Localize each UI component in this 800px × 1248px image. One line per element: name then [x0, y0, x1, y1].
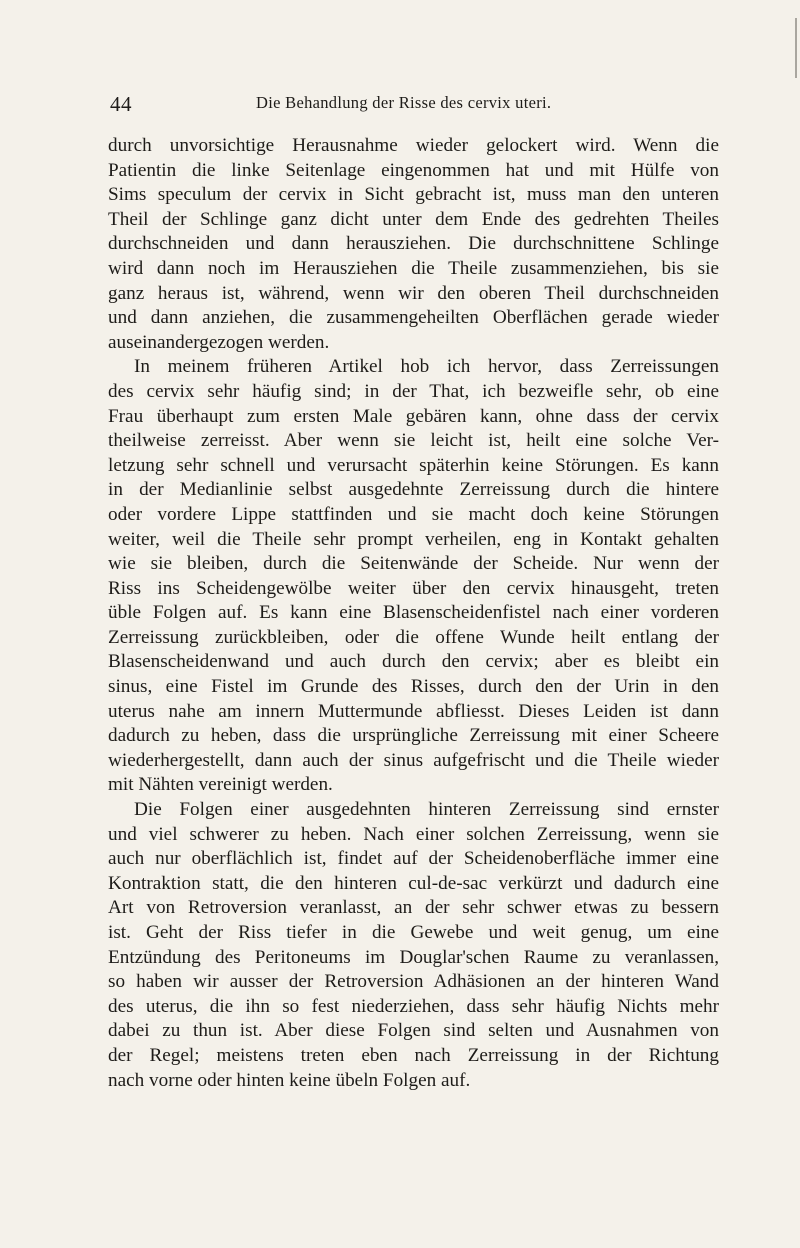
text-line: wie sie bleiben, durch die Seitenwände der Scheide. Nur wenn der: [108, 553, 719, 575]
running-head: Die Behandlung der Risse des cervix uteri.: [256, 93, 552, 112]
text-line: sinus, eine Fistel im Grunde des Risses, durch den der Urin in den: [108, 676, 719, 698]
text-line: so haben wir ausser der Retroversion Adhäsionen an der hinteren Wand: [108, 971, 719, 993]
text-line: mit Nähten vereinigt werden.: [108, 774, 333, 796]
text-line: in der Medianlinie selbst ausgedehnte Zerreissung durch die hintere: [108, 479, 719, 501]
text-line: Art von Retroversion veranlasst, an der sehr schwer etwas zu bessern: [108, 897, 719, 919]
text-line: auch nur oberflächlich ist, findet auf der Scheidenoberfläche immer eine: [108, 848, 719, 870]
text-line: Zerreissung zurückbleiben, oder die offene Wunde heilt entlang der: [108, 626, 719, 648]
text-line: des uterus, die ihn so fest niederziehen, dass sehr häufig Nichts mehr: [108, 995, 719, 1017]
paragraph: [108, 134, 719, 355]
text-line: dadurch zu heben, dass die ursprüngliche Zerreissung mit einer Scheere: [108, 725, 719, 747]
text-line: Riss ins Scheidengewölbe weiter über den cervix hinausgeht, treten: [108, 577, 719, 599]
text-line: In meinem früheren Artikel hob ich hervor, dass Zerreissungen: [134, 356, 719, 378]
text-line: und viel schwerer zu heben. Nach einer solchen Zerreissung, wenn sie: [108, 823, 719, 845]
text-line: wiederhergestellt, dann auch der sinus aufgefrischt und die Theile wieder: [108, 749, 719, 771]
text-line: des cervix sehr häufig sind; in der That, ich bezweifle sehr, ob eine: [108, 380, 719, 402]
text-line: ganz heraus ist, während, wenn wir den oberen Theil durchschneiden: [108, 282, 719, 304]
page-header: [108, 92, 714, 118]
paragraph: [108, 355, 719, 798]
body-text: [108, 134, 719, 1093]
page-edge-mark: [795, 18, 797, 78]
text-line: weiter, weil die Theile sehr prompt verheilen, eng in Kontakt gehalten: [108, 528, 719, 550]
text-line: Theil der Schlinge ganz dicht unter dem Ende des gedrehten Theiles: [108, 208, 719, 230]
text-line: Entzündung des Peritoneums im Douglar'schen Raume zu veranlassen,: [108, 946, 719, 968]
text-line: durch unvorsichtige Herausnahme wieder gelockert wird. Wenn die: [108, 135, 719, 156]
text-line: nach vorne oder hinten keine übeln Folgen auf.: [108, 1069, 471, 1091]
text-line: Frau überhaupt zum ersten Male gebären kann, ohne dass der cervix: [108, 405, 719, 427]
text-line: üble Folgen auf. Es kann eine Blasenscheidenfistel nach einer vorderen: [108, 602, 719, 624]
paragraph: [108, 798, 719, 1093]
text-line: Die Folgen einer ausgedehnten hinteren Zerreissung sind ernster: [134, 799, 719, 821]
text-line: wird dann noch im Herausziehen die Theile zusammenziehen, bis sie: [108, 257, 719, 279]
text-line: Blasenscheidenwand und auch durch den cervix; aber es bleibt ein: [108, 651, 719, 673]
text-line: Sims speculum der cervix in Sicht gebracht ist, muss man den unteren: [108, 184, 719, 206]
text-line: dabei zu thun ist. Aber diese Folgen sind selten und Ausnahmen von: [108, 1020, 719, 1042]
text-line: Kontraktion statt, die den hinteren cul-de-sac verkürzt und dadurch eine: [108, 872, 719, 894]
text-line: theilweise zerreisst. Aber wenn sie leicht ist, heilt eine solche Ver-: [108, 430, 719, 452]
text-line: und dann anziehen, die zusammengeheilten Oberflächen gerade wieder: [108, 307, 719, 329]
text-line: Patientin die linke Seitenlage eingenommen hat und mit Hülfe von: [108, 159, 719, 181]
page-number: 44: [110, 92, 132, 116]
text-line: oder vordere Lippe stattfinden und sie macht doch keine Störungen: [108, 503, 719, 525]
text-line: letzung sehr schnell und verursacht späterhin keine Störungen. Es kann: [108, 454, 719, 476]
text-line: ist. Geht der Riss tiefer in die Gewebe und weit genug, um eine: [108, 922, 719, 943]
text-line: der Regel; meistens treten eben nach Zerreissung in der Richtung: [108, 1044, 719, 1066]
text-line: auseinandergezogen werden.: [108, 331, 330, 353]
text-line: durchschneiden und dann herausziehen. Die durchschnittene Schlinge: [108, 233, 719, 255]
text-line: uterus nahe am innern Muttermunde abfliesst. Dieses Leiden ist dann: [108, 700, 719, 722]
